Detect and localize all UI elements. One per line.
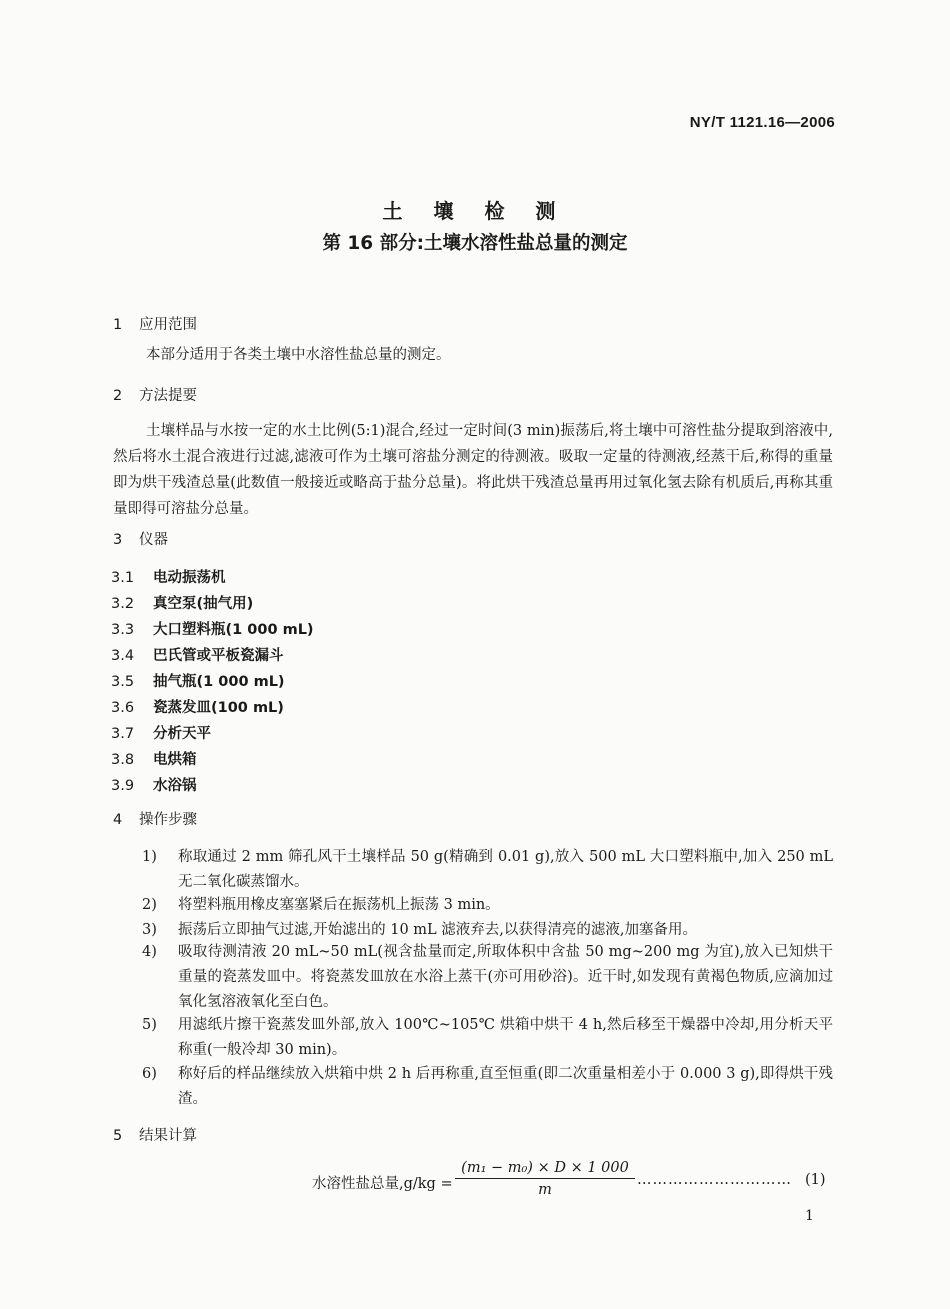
equation-number: (1) bbox=[805, 1172, 826, 1188]
section-3-heading bbox=[113, 528, 168, 549]
instrument-item: 3.7 分析天平 bbox=[111, 726, 211, 742]
procedure-step: 6) 称好后的样品继续放入烘箱中烘 2 h 后再称重,直至恒重(即二次重量相差小于 0.000 3 g),即得烘干残渣。 bbox=[142, 1066, 833, 1107]
procedure-step: 1) 称取通过 2 mm 筛孔风干土壤样品 50 g(精确到 0.01 g),放入 500 mL 大口塑料瓶中,加入 250 mL无二氧化碳蒸馏水。 bbox=[142, 849, 833, 890]
instrument-item: 3.1 电动振荡机 bbox=[111, 570, 226, 586]
formula-numerator: (m₁ − m₀) × D × 1 000 bbox=[455, 1160, 635, 1179]
page-number: 1 bbox=[805, 1208, 814, 1224]
section-title: 方法提要 bbox=[139, 388, 197, 404]
instrument-item: 3.9 水浴锅 bbox=[111, 778, 197, 794]
formula-fraction bbox=[455, 1160, 635, 1198]
section-number: 3 bbox=[113, 532, 123, 548]
document-subtitle: 第 16 部分:土壤水溶性盐总量的测定 bbox=[322, 233, 628, 254]
section-number: 2 bbox=[113, 388, 123, 404]
procedure-step: 4) 吸取待测清液 20 mL~50 mL(视含盐量而定,所取体积中含盐 50 mg~200 mg 为宜),放入已知烘干重量的瓷蒸发皿中。将瓷蒸发皿放在水浴上蒸干(亦可用砂浴)。近干时,如发现有黄褐色物质,应滴加过氧化氢溶液氧化至白色。 bbox=[142, 944, 833, 1010]
instrument-item: 3.5 抽气瓶(1 000 mL) bbox=[111, 674, 285, 690]
section-1-text: 本部分适用于各类土壤中水溶性盐总量的测定。 bbox=[146, 347, 451, 363]
section-number: 1 bbox=[113, 317, 123, 333]
section-title: 仪器 bbox=[139, 532, 168, 548]
section-title: 应用范围 bbox=[139, 317, 197, 333]
formula-lhs: 水溶性盐总量,g/kg = bbox=[312, 1176, 453, 1192]
formula-leader-dots: ………………………… bbox=[637, 1172, 792, 1188]
section-title: 结果计算 bbox=[139, 1128, 197, 1144]
instrument-item: 3.8 电烘箱 bbox=[111, 752, 197, 768]
section-2-text: 土壤样品与水按一定的水土比例(5:1)混合,经过一定时间(3 min)振荡后,将土壤中可溶性盐分提取到溶液中,然后将水土混合液进行过滤,滤液可作为土壤可溶盐分测定的待测液。吸取一定量的待测液,经蒸干后,称得的重量即为烘干残渣总量(此数值一般接近或略高于盐分总量)。将此烘干残渣总量再用过氧化氢去除有机质后,再称其重量即得可溶盐分总量。 bbox=[113, 423, 833, 517]
instrument-item: 3.4 巴氏管或平板瓷漏斗 bbox=[111, 648, 284, 664]
formula-denominator: m bbox=[538, 1182, 552, 1198]
procedure-step: 5) 用滤纸片擦干瓷蒸发皿外部,放入 100℃~105℃ 烘箱中烘干 4 h,然后移至干燥器中冷却,用分析天平称重(一般冷却 30 min)。 bbox=[142, 1017, 833, 1058]
standard-code: NY/T 1121.16—2006 bbox=[689, 114, 835, 131]
section-title: 操作步骤 bbox=[139, 812, 197, 828]
section-number: 4 bbox=[113, 812, 123, 828]
section-1-heading bbox=[113, 313, 197, 334]
procedure-step: 2) 将塑料瓶用橡皮塞塞紧后在振荡机上振荡 3 min。 bbox=[142, 897, 500, 913]
instrument-item: 3.2 真空泵(抽气用) bbox=[111, 596, 254, 612]
section-4-heading bbox=[113, 808, 197, 829]
procedure-step: 3) 振荡后立即抽气过滤,开始滤出的 10 mL 滤液弃去,以获得清亮的滤液,加塞备用。 bbox=[142, 922, 697, 938]
section-number: 5 bbox=[113, 1128, 123, 1144]
section-2-heading bbox=[113, 384, 197, 405]
document-title: 土 壤 检 测 bbox=[382, 199, 568, 223]
instrument-item: 3.3 大口塑料瓶(1 000 mL) bbox=[111, 622, 314, 638]
instrument-item: 3.6 瓷蒸发皿(100 mL) bbox=[111, 700, 284, 716]
section-5-heading bbox=[113, 1124, 197, 1145]
